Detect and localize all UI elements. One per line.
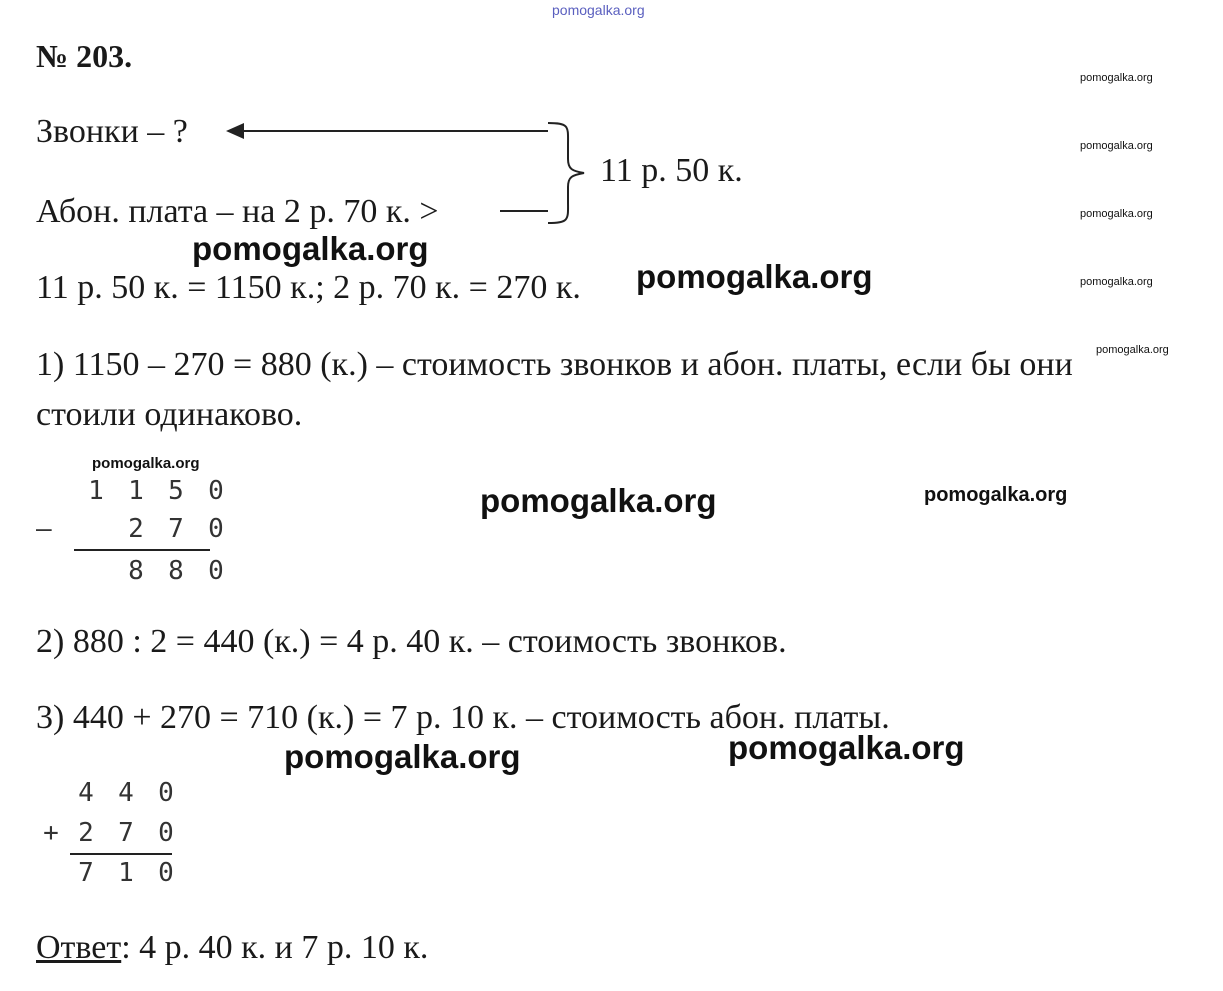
watermark-small: pomogalka.org bbox=[1080, 208, 1153, 220]
watermark-mid: pomogalka.org bbox=[924, 484, 1068, 506]
watermark-big: pomogalka.org bbox=[636, 258, 873, 295]
subtraction-column: 1 1 5 0 – 2 7 0 8 8 0 bbox=[36, 476, 224, 586]
watermark-small: pomogalka.org bbox=[1080, 140, 1153, 152]
watermark-big: pomogalka.org bbox=[480, 482, 717, 519]
watermark-big: pomogalka.org bbox=[728, 729, 965, 766]
curly-brace-icon bbox=[548, 123, 584, 223]
diagram-total: 11 р. 50 к. bbox=[600, 152, 743, 189]
answer-label: Ответ bbox=[36, 929, 122, 966]
step3-line: 3) 440 + 270 = 710 (к.) = 7 р. 10 к. – стоимость абон. платы. bbox=[36, 699, 890, 736]
watermark-small: pomogalka.org bbox=[1096, 344, 1169, 356]
watermark-mid: pomogalka.org bbox=[92, 455, 200, 472]
watermark-small: pomogalka.org bbox=[1080, 276, 1153, 288]
watermark-small: pomogalka.org bbox=[1080, 72, 1153, 84]
conversion-line: 11 р. 50 к. = 1150 к.; 2 р. 70 к. = 270 к. bbox=[36, 269, 581, 306]
step2-line: 2) 880 : 2 = 440 (к.) = 4 р. 40 к. – стоимость звонков. bbox=[36, 623, 787, 660]
addition-column: 4 4 0 + 2 7 0 7 1 0 bbox=[43, 778, 174, 888]
diagram-fee-label: Абон. плата – на 2 р. 70 к. > bbox=[36, 193, 439, 230]
problem-number: № 203. bbox=[36, 38, 133, 74]
answer-line bbox=[36, 928, 428, 968]
arrow-left-icon bbox=[226, 123, 548, 139]
watermark-big: pomogalka.org bbox=[192, 230, 429, 267]
step1-line2: стоили одинаково. bbox=[36, 396, 303, 433]
watermark-top: pomogalka.org bbox=[552, 2, 645, 18]
step1-line1: 1) 1150 – 270 = 880 (к.) – стоимость звонков и абон. платы, если бы они bbox=[36, 346, 1073, 383]
diagram-arrows bbox=[220, 115, 600, 235]
diagram-calls-label: Звонки – ? bbox=[36, 113, 188, 150]
answer-text: : 4 р. 40 к. и 7 р. 10 к. bbox=[121, 929, 429, 966]
watermark-big: pomogalka.org bbox=[284, 738, 521, 775]
